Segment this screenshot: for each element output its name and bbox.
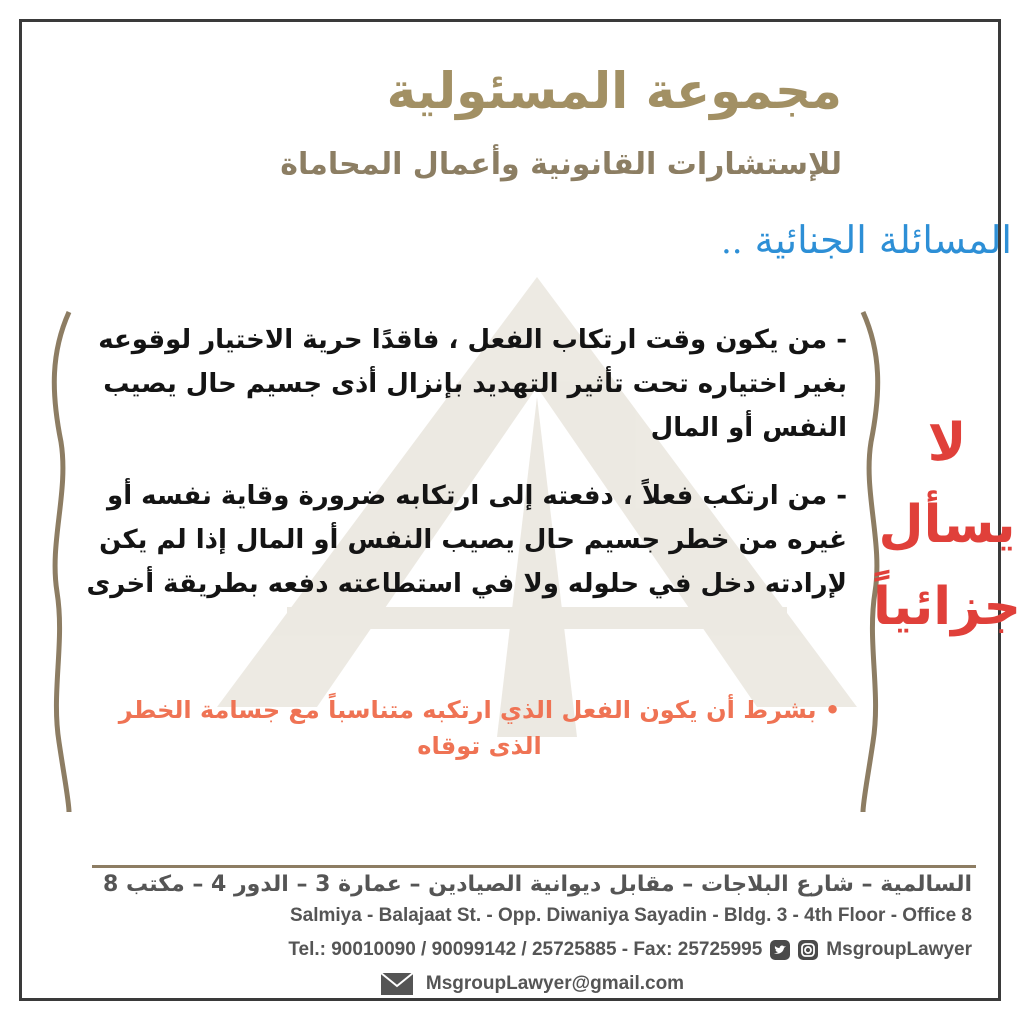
side-line-2: يسأل: [878, 495, 1016, 555]
twitter-icon: [770, 940, 790, 960]
topic-heading: [542, 218, 1012, 262]
side-line-1: لا: [927, 413, 967, 473]
side-line-3: جزائياً: [873, 577, 1021, 637]
address-arabic: السالمية – شارع البلاجات – مقابل ديوانية الصيادين – عمارة 3 – الدور 4 – مكتب 8: [103, 872, 972, 897]
social-handle[interactable]: MsgroupLawyer: [826, 939, 972, 960]
footer-divider: [92, 865, 976, 868]
contact-line: [92, 939, 972, 961]
email-address[interactable]: MsgroupLawyer@gmail.com: [425, 973, 685, 994]
phone-fax: Tel.: 90010090 / 90099142 / 25725885 - Fax: 25725995: [288, 939, 763, 960]
envelope-icon: [380, 972, 414, 996]
exemption-coercion: - من يكون وقت ارتكاب الفعل ، فاقدًا حرية الاختيار لوقوعه بغير اختياره تحت تأثير التهديد بإنزال أذى جسيم حال يصيب النفس أو المال: [98, 325, 847, 443]
proportionality-condition: • بشرط أن يكون الفعل الذي ارتكبه متناسباً مع جسامة الخطر الذى توقاه: [118, 696, 841, 760]
poster-frame: [19, 19, 1021, 1001]
email-line: [92, 972, 972, 996]
instagram-icon: [798, 940, 818, 960]
heading-dots: ..: [720, 222, 743, 262]
left-rope-bracket: [47, 312, 77, 812]
side-statement: [872, 402, 1022, 648]
address-english: Salmiya - Balajaat St. - Opp. Diwaniya Sayadin - Bldg. 3 - 4th Floor - Office 8: [289, 905, 972, 926]
exemption-necessity: - من ارتكب فعلاً ، دفعته إلى ارتكابه ضرورة وقاية نفسه أو غيره من خطر جسيم حال يصيب النفس أو المال إذا لم يكن لإرادته دخل في حلوله ولا في استطاعته دفعه بطريقة أخرى: [86, 481, 847, 599]
content-body: [77, 318, 847, 606]
company-name: مجموعة المسئولية: [386, 62, 842, 120]
heading-text: المسائلة الجنائية: [754, 218, 1012, 262]
company-tagline: للإستشارات القانونية وأعمال المحاماة: [280, 147, 842, 182]
